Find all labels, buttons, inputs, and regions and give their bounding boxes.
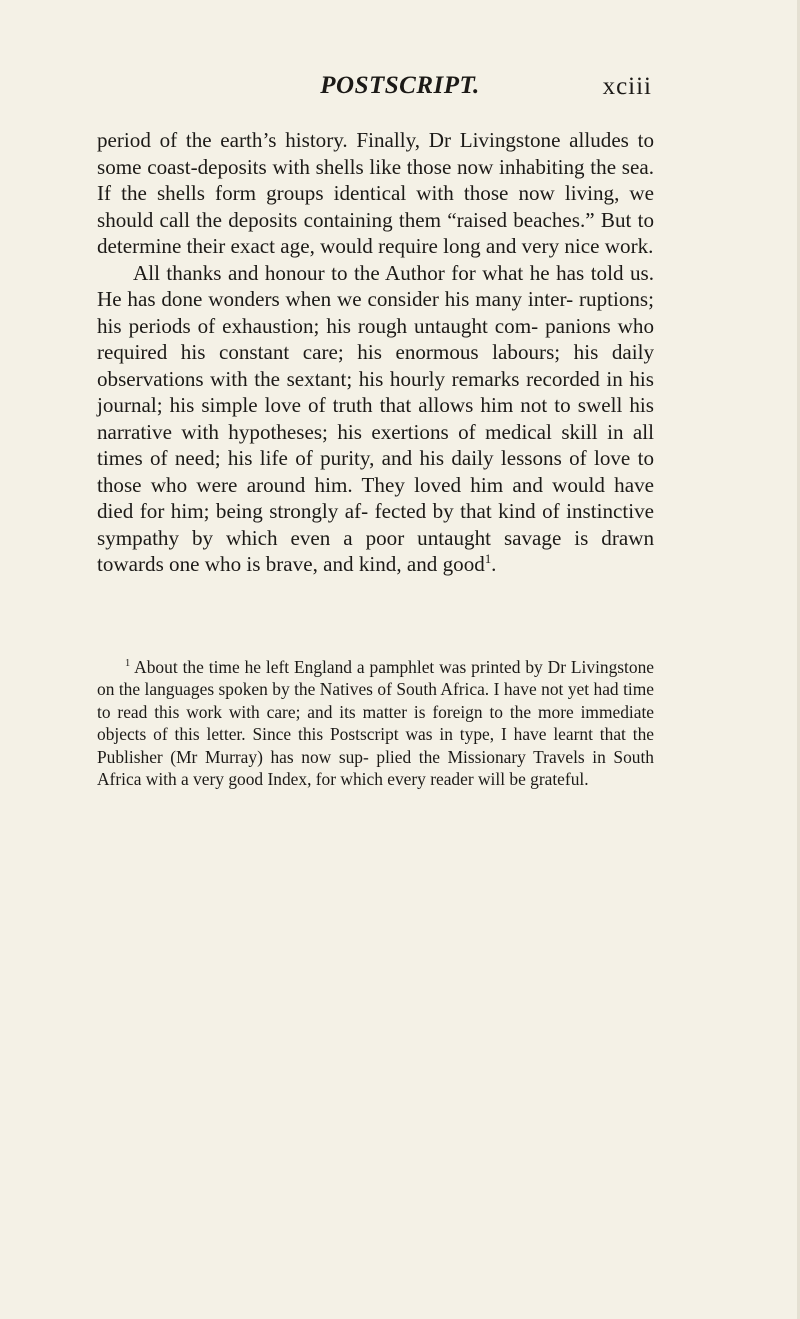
page-number: xciii — [602, 73, 652, 100]
paragraph-text: All thanks and honour to the Author for what he has told us. He has done wonders when we consider his many inter- ruptions; his periods of exhaustion; his rough untaught com- panions who required his constant care; his enormous labours; his daily observations with the sextant; his hourly remarks recorded in his journal; his simple love of truth that allows him not to swell his narrative with hypotheses; his exertions of medical skill in all times of need; his life of purity, and his daily lessons of love to those who were around him. They loved him and would have died for him; being strongly af- fected by that kind of instinctive sympathy by which even a poor untaught savage is drawn towards one who is brave, and kind, and good — [97, 260, 654, 576]
footnote-block — [97, 656, 654, 790]
footnote-reference: 1 — [484, 551, 492, 566]
paragraph-continuation — [97, 127, 654, 260]
footnote — [97, 656, 654, 790]
paragraph-tribute — [97, 260, 654, 578]
footnote-marker: 1 — [125, 658, 131, 670]
running-title: POSTSCRIPT. — [320, 72, 480, 99]
footnote-text: About the time he left England a pamphlet was printed by Dr Livingstone on the languages spoken by the Natives of South Africa. I have not yet had time to read this work with care; and its matter is foreign to the more immediate objects of this letter. Since this Postscript was in type, I have learnt that the Publisher (Mr Murray) has now sup- plied the Missionary Travels in South Africa with a very good Index, for which every reader will be grateful. — [97, 657, 654, 790]
body-text — [97, 127, 654, 578]
paragraph-end-punctuation: . — [491, 552, 497, 576]
paragraph-text: period of the earth’s history. Finally, Dr Livingstone alludes to some coast-deposits with shells like those now inhabiting the sea. If the shells form groups identical with those now living, we should call the deposits containing them “raised beaches.” But to determine their exact age, would require long and very nice work. — [97, 128, 654, 258]
running-head — [0, 72, 800, 108]
